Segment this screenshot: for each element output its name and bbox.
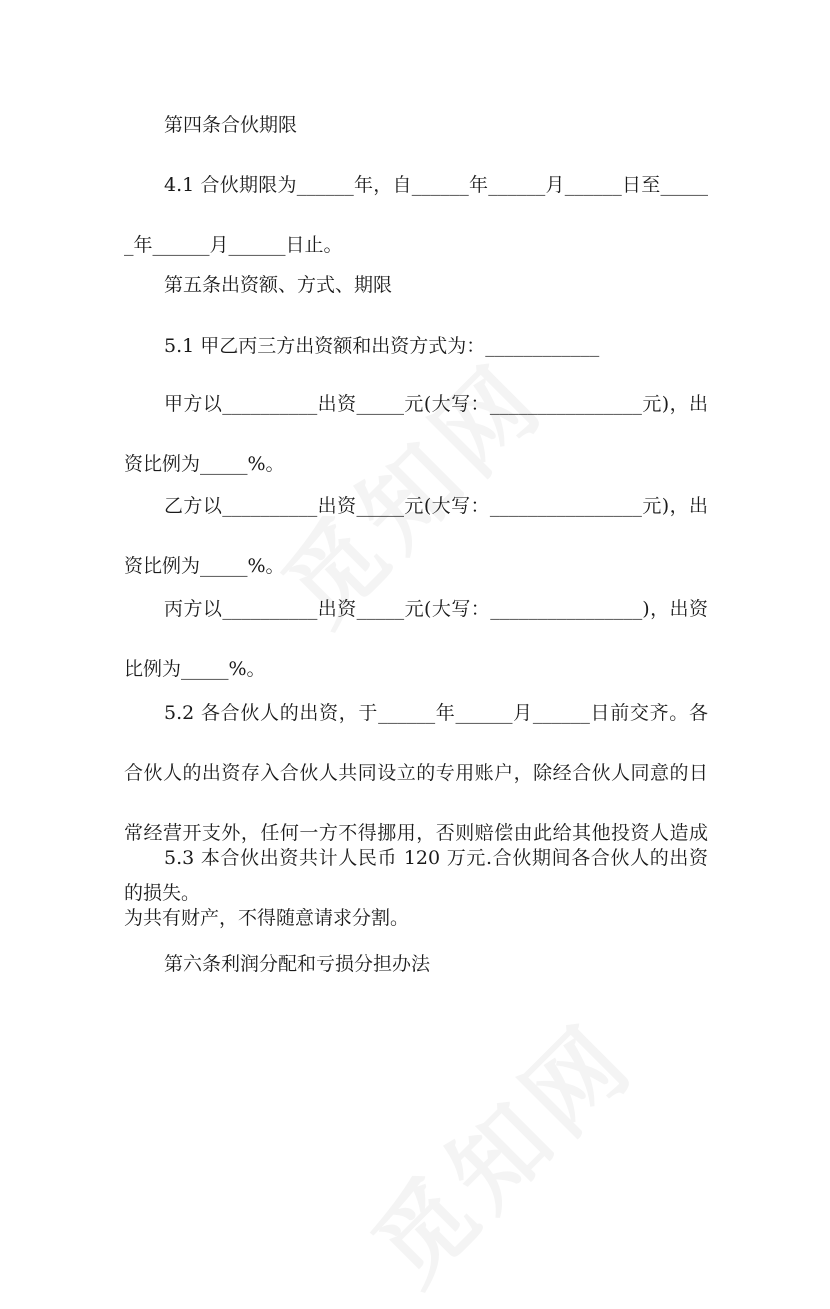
- party-a-contribution: 甲方以__________出资_____元(大写：________________元)，出资比例为_____%。: [124, 393, 708, 475]
- clause-5-1: 5.1 甲乙丙三方出资额和出资方式为：____________: [164, 335, 600, 357]
- article-4-heading: 第四条合伙期限: [164, 114, 298, 136]
- party-c-contribution: 丙方以__________出资_____元(大写：________________)，出资比例为_____%。: [124, 598, 708, 680]
- article-6-heading: 第六条利润分配和亏损分担办法: [164, 953, 431, 975]
- clause-5-3: 5.3 本合伙出资共计人民币 120 万元.合伙期间各合伙人的出资为共有财产，不得随意请求分割。: [124, 847, 708, 929]
- watermark-bottom: [338, 988, 660, 1309]
- article-5-heading: 第五条出资额、方式、期限: [164, 274, 393, 296]
- party-b-contribution: 乙方以__________出资_____元(大写：________________元)，出资比例为_____%。: [124, 495, 708, 577]
- clause-4-1: 4.1 合伙期限为______年，自______年______月______日至______年______月______日止。: [124, 174, 708, 256]
- clause-5-2: 5.2 各合伙人的出资，于______年______月______日前交齐。各合伙人的出资存入合伙人共同设立的专用账户，除经合伙人同意的日常经营开支外，任何一方不得挪用，否则赔偿由此给其他投资人造成的损失。: [124, 702, 708, 904]
